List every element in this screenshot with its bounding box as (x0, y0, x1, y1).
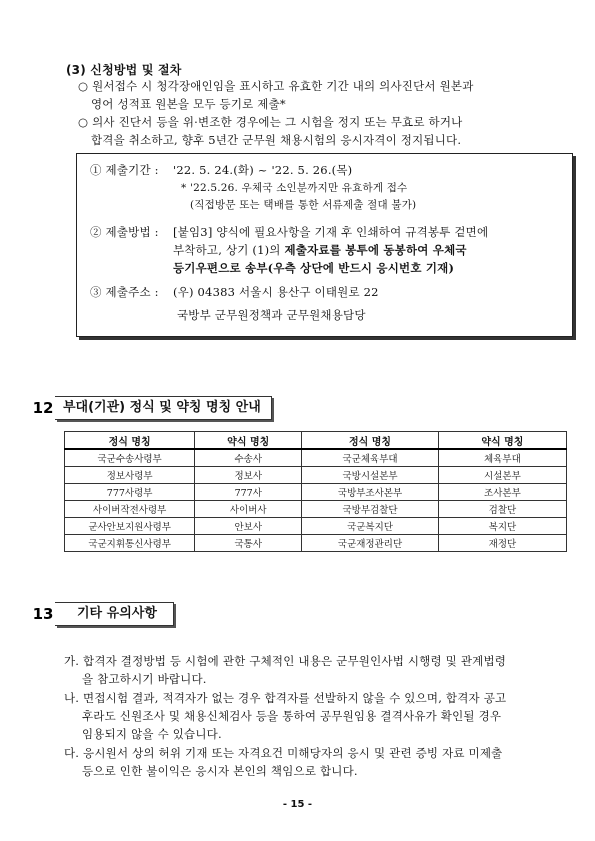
period-note-1: * '22.5.26. 우체국 소인분까지만 유효하게 접수 (181, 182, 408, 194)
section-13-number: 13 (32, 605, 54, 623)
period-note-2: (직접방문 또는 택배를 통한 서류제출 절대 불가) (190, 199, 417, 211)
table-cell: 국군재정관리단 (302, 535, 439, 552)
period-label: ① 제출기간 : (90, 163, 159, 177)
table-cell: 국방부조사본부 (302, 484, 439, 501)
table-row (65, 467, 567, 484)
table-cell: 국방부검찰단 (302, 501, 439, 518)
notice-na-line-1: 나. 면접시험 결과, 적격자가 없는 경우 합격자를 선발하지 않을 수 있으며, 합격자 공고 (64, 691, 507, 705)
header-short-name-1: 약식 명칭 (195, 432, 302, 450)
notice-ga-line-2: 을 참고하시기 바랍니다. (82, 672, 207, 686)
section-13-title: 기타 유의사항 (55, 602, 174, 626)
table-cell: 국통사 (195, 535, 302, 552)
table-cell: 777사 (195, 484, 302, 501)
table-row (65, 484, 567, 501)
notice-da-line-2: 등으로 인한 불이익은 응시자 본인의 책임으로 합니다. (82, 764, 358, 778)
period-value: '22. 5. 24.(화) ~ '22. 5. 26.(목) (173, 163, 353, 177)
method-line-2-emphasis: 제출자료를 봉투에 동봉하여 우체국 (284, 243, 467, 257)
table-cell: 군사안보지원사령부 (65, 518, 195, 535)
section-12-number: 12 (32, 399, 54, 417)
table-cell: 국군체육부대 (302, 449, 439, 467)
table-header-row (65, 432, 567, 450)
procedure-bullet-2-line-2: 합격을 취소하고, 향후 5년간 군무원 채용시험의 응시자격이 정지됩니다. (91, 133, 462, 147)
table-cell: 사이버사 (195, 501, 302, 518)
notice-na-line-2: 후라도 신원조사 및 채용신체검사 등을 통하여 공무원임용 결격사유가 확인될 경우 (82, 709, 502, 723)
table-row (65, 535, 567, 552)
table-row (65, 518, 567, 535)
address-label: ③ 제출주소 : (90, 285, 159, 299)
procedure-heading: (3) 신청방법 및 절차 (66, 63, 182, 77)
table-cell: 국군수송사령부 (65, 449, 195, 467)
page-number: - 15 - (282, 799, 313, 810)
table-cell: 수송사 (195, 449, 302, 467)
table-cell: 정보사 (195, 467, 302, 484)
table-cell: 검찰단 (438, 501, 566, 518)
address-line-1: (우) 04383 서울시 용산구 이태원로 22 (173, 285, 379, 299)
notice-da-line-1: 다. 응시원서 상의 허위 기재 또는 자격요건 미해당자의 응시 및 관련 증빙 자료 미제출 (64, 746, 503, 760)
method-label: ② 제출방법 : (90, 225, 159, 239)
table-cell: 국군복지단 (302, 518, 439, 535)
table-cell: 국군지휘통신사령부 (65, 535, 195, 552)
method-line-3: 등기우편으로 송부(우측 상단에 반드시 응시번호 기재) (173, 261, 455, 275)
table-cell: 조사본부 (438, 484, 566, 501)
table-cell: 복지단 (438, 518, 566, 535)
header-formal-name-2: 정식 명칭 (302, 432, 439, 450)
notice-na-line-3: 임용되지 않을 수 있습니다. (82, 727, 222, 741)
procedure-bullet-1-line-2: 영어 성적표 원본을 모두 등기로 제출* (91, 97, 286, 111)
table-row (65, 501, 567, 518)
method-line-2-plain: 부착하고, 상기 (1)의 (173, 243, 285, 257)
table-cell: 안보사 (195, 518, 302, 535)
table-row (65, 449, 567, 467)
table-cell: 재정단 (438, 535, 566, 552)
table-cell: 정보사령부 (65, 467, 195, 484)
header-formal-name-1: 정식 명칭 (65, 432, 195, 450)
section-12-title: 부대(기관) 정식 및 약칭 명칭 안내 (55, 396, 272, 420)
table-cell: 777사령부 (65, 484, 195, 501)
address-line-2: 국방부 군무원정책과 군무원채용담당 (177, 308, 366, 322)
procedure-bullet-1-line-1: ○ 원서접수 시 청각장애인임을 표시하고 유효한 기간 내의 의사진단서 원본과 (78, 79, 474, 93)
notice-ga-line-1: 가. 합격자 결정방법 등 시험에 관한 구체적인 내용은 군무원인사법 시행령 및 관계법령 (64, 654, 507, 668)
method-line-1: [붙임3] 양식에 필요사항을 기재 후 인쇄하여 규격봉투 겉면에 (173, 225, 489, 239)
table-cell: 체육부대 (438, 449, 566, 467)
unit-name-table (64, 431, 567, 552)
table-cell: 시설본부 (438, 467, 566, 484)
header-short-name-2: 약식 명칭 (438, 432, 566, 450)
table-cell: 사이버작전사령부 (65, 501, 195, 518)
procedure-bullet-2-line-1: ○ 의사 진단서 등을 위·변조한 경우에는 그 시험을 정지 또는 무효로 하거나 (78, 115, 463, 129)
method-line-2 (173, 242, 467, 258)
table-cell: 국방시설본부 (302, 467, 439, 484)
